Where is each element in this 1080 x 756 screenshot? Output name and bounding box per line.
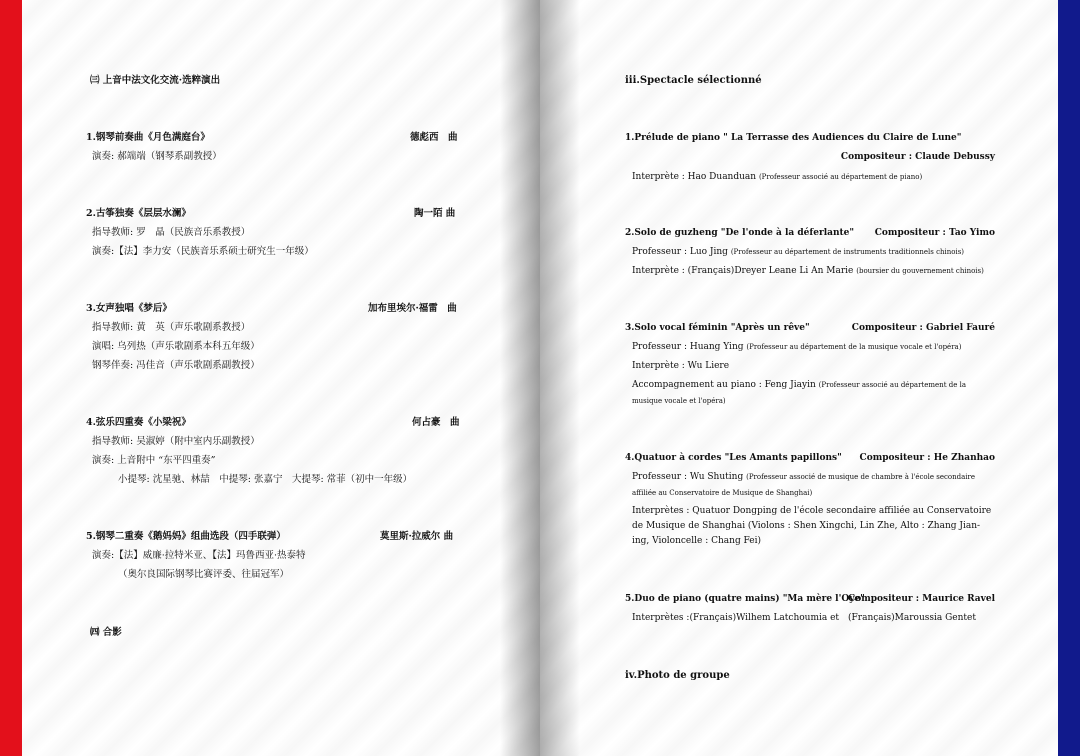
group-photo-title-zh: ㈣ 合影: [90, 627, 122, 638]
piece-4-teacher-fr-note-cont: affiliée au Conservatoire de Musique de Shanghai): [632, 489, 813, 497]
piece-3-accompanist-fr-main: Accompagnement au piano : Feng Jiayin: [632, 380, 816, 390]
piece-2-title-fr: 2.Solo de guzheng "De l'onde à la déferlante": [625, 228, 855, 238]
piece-2-performer-fr-note: (boursier du gouvernement chinois): [856, 267, 984, 275]
piece-3-accompanist-fr: [632, 380, 966, 391]
piece-4-members-zh: 小提琴: 沈星驰、林喆 中提琴: 张嘉宁 大提琴: 常菲（初中一年级）: [118, 474, 413, 485]
piece-2-performer-fr: [632, 266, 984, 277]
piece-2-composer-fr: Compositeur : Tao Yimo: [874, 228, 995, 238]
piece-3-title-zh: 3.女声独唱《梦后》: [86, 303, 172, 314]
piece-2-teacher-fr: [632, 247, 964, 258]
piece-5-composer-zh: 莫里斯·拉威尔 曲: [380, 531, 454, 542]
piece-2-teacher-fr-note: (Professeur au département de instruments traditionnels chinois): [730, 248, 965, 256]
piece-2-performer-zh: 演奏:【法】李力安（民族音乐系硕士研究生一年级）: [92, 246, 314, 257]
piece-4-ensemble-fr-line1: Interprètes : Quatuor Dongping de l'école secondaire affiliée au Conservatoire: [632, 506, 992, 516]
piece-4-teacher-zh: 指导教师: 吴淑婷（附中室内乐副教授）: [92, 436, 260, 447]
piece-1-composer-zh: 德彪西 曲: [410, 132, 458, 143]
piece-4-ensemble-fr-line3: ing, Violoncelle : Chang Fei): [632, 536, 762, 546]
left-page-chinese: [22, 0, 540, 756]
piece-1-performer-fr-main: Interprète : Hao Duanduan: [632, 172, 757, 182]
piece-3-composer-fr: Compositeur : Gabriel Fauré: [851, 323, 995, 333]
piece-4-title-fr: 4.Quatuor à cordes "Les Amants papillons": [625, 453, 842, 463]
piece-1-performer-fr: [632, 172, 922, 183]
piece-2-title-zh: 2.古筝独奏《层层水澜》: [86, 208, 191, 219]
piece-4-composer-fr: Compositeur : He Zhanhao: [859, 453, 995, 463]
piece-1-performer-zh: 演奏: 郝端端（钢琴系副教授）: [92, 151, 222, 162]
piece-3-performer-fr: Interprète : Wu Liere: [632, 361, 730, 371]
spine-shadow-right: [540, 0, 580, 756]
piece-4-title-zh: 4.弦乐四重奏《小梁祝》: [86, 417, 191, 428]
piece-3-teacher-fr-main: Professeur : Huang Ying: [632, 342, 744, 352]
piece-4-teacher-fr-main: Professeur : Wu Shuting: [632, 472, 744, 482]
piece-4-composer-zh: 何占豪 曲: [412, 417, 460, 428]
piece-2-teacher-zh: 指导教师: 罗 晶（民族音乐系教授）: [92, 227, 251, 238]
piece-4-teacher-fr: [632, 472, 975, 483]
piece-5-title-fr: 5.Duo de piano (quatre mains) "Ma mère l'Oye": [625, 594, 865, 604]
piece-3-teacher-fr-note: (Professeur au département de la musique vocale et l'opéra): [746, 343, 962, 351]
piece-5-title-zh: 5.钢琴二重奏《鹅妈妈》组曲选段（四手联弹）: [86, 531, 286, 542]
piece-3-teacher-zh: 指导教师: 黄 英（声乐歌剧系教授）: [92, 322, 251, 333]
spine-shadow-left: [500, 0, 540, 756]
group-photo-title-fr: iv.Photo de groupe: [625, 670, 730, 681]
piece-2-teacher-fr-main: Professeur : Luo Jing: [632, 247, 728, 257]
piece-3-accompanist-zh: 钢琴伴奏: 冯佳音（声乐歌剧系副教授）: [92, 360, 260, 371]
piece-3-title-fr: 3.Solo vocal féminin "Après un rêve": [625, 323, 810, 333]
section-title-zh: ㈢ 上音中法文化交流·选粹演出: [90, 75, 221, 86]
piece-3-teacher-fr: [632, 342, 961, 353]
piece-5-performers-note-zh: （奥尔良国际钢琴比赛评委、往届冠军）: [118, 569, 290, 580]
piece-2-performer-fr-main: Interprète : (Français)Dreyer Leane Li An Marie: [632, 266, 854, 276]
piece-2-composer-zh: 陶一陌 曲: [414, 208, 456, 219]
piece-1-composer-fr: Compositeur : Claude Debussy: [840, 152, 995, 162]
piece-3-accompanist-fr-note: (Professeur associé au département de la: [818, 381, 966, 389]
blue-flag-stripe: [1058, 0, 1080, 756]
piece-4-teacher-fr-note: (Professeur associé de musique de chambre à l'école secondaire: [746, 473, 976, 481]
piece-1-title-zh: 1.钢琴前奏曲《月色满庭台》: [86, 132, 210, 143]
piece-5-composer-fr: Compositeur : Maurice Ravel: [848, 594, 995, 604]
red-flag-stripe: [0, 0, 22, 756]
piece-1-title-fr: 1.Prélude de piano " La Terrasse des Audiences du Claire de Lune": [625, 133, 962, 143]
piece-5-performers-fr: Interprètes :(Français)Wilhem Latchoumia et (Français)Maroussia Gentet: [632, 613, 976, 623]
piece-5-performers-zh: 演奏:【法】威廉·拉特米亚、【法】玛鲁西亚·热泰特: [92, 550, 306, 561]
piece-4-ensemble-zh: 演奏: 上音附中 “东平四重奏”: [92, 455, 216, 466]
piece-3-composer-zh: 加布里埃尔·福雷 曲: [368, 303, 457, 314]
piece-3-singer-zh: 演唱: 乌列热（声乐歌剧系本科五年级）: [92, 341, 260, 352]
section-title-fr: iii.Spectacle sélectionné: [625, 75, 762, 86]
piece-3-accompanist-fr-note-cont: musique vocale et l'opéra): [632, 397, 726, 405]
piece-1-performer-fr-note: (Professeur associé au département de piano): [758, 173, 923, 181]
piece-4-ensemble-fr-line2: de Musique de Shanghai (Violons : Shen Xingchi, Lin Zhe, Alto : Zhang Jian-: [632, 521, 981, 531]
right-page-french: [540, 0, 1058, 756]
